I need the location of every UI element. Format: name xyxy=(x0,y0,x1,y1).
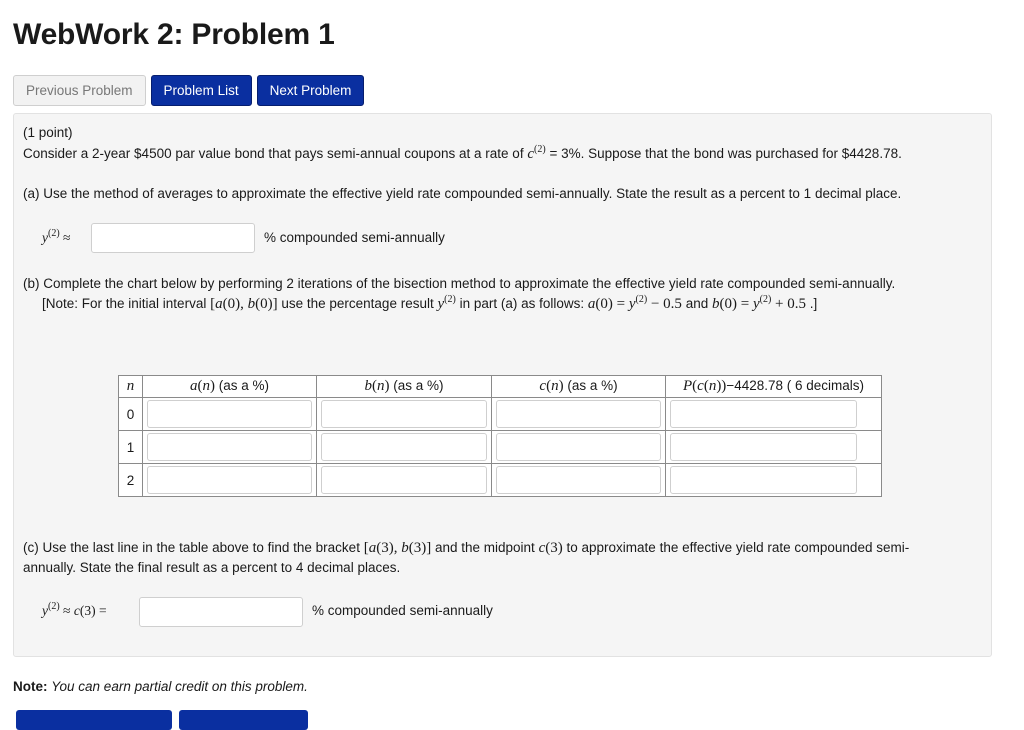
page-title: WebWork 2: Problem 1 xyxy=(13,18,335,51)
partial-credit-note: Note: You can earn partial credit on this problem. xyxy=(13,679,308,694)
row-index: 2 xyxy=(119,464,143,497)
submit-button[interactable] xyxy=(16,710,172,730)
col-n-header: n xyxy=(119,376,143,398)
previous-problem-button[interactable]: Previous Problem xyxy=(13,75,146,106)
c1-input[interactable] xyxy=(496,433,661,461)
p1-input[interactable] xyxy=(670,433,857,461)
col-b-header: b(n) (as a %) xyxy=(317,376,492,398)
part-c-answer-input[interactable] xyxy=(139,597,303,627)
col-c-header: c(n) (as a %) xyxy=(492,376,666,398)
b0-input[interactable] xyxy=(321,400,487,428)
next-problem-button[interactable]: Next Problem xyxy=(257,75,365,106)
p0-input[interactable] xyxy=(670,400,857,428)
part-a-text: (a) Use the method of averages to approximate the effective yield rate compounded semi-annually. State the result as a percent to 1 decimal place. xyxy=(23,186,902,201)
part-b-text-1: (b) Complete the chart below by performing 2 iterations of the bisection method to approximate the effective yield rate compounded semi-annually. xyxy=(23,276,896,291)
b1-input[interactable] xyxy=(321,433,487,461)
problem-body xyxy=(13,113,992,657)
a0-input[interactable] xyxy=(147,400,312,428)
part-a-answer-input[interactable] xyxy=(91,223,255,253)
table-header-row xyxy=(119,376,882,398)
preview-button[interactable] xyxy=(179,710,308,730)
bisection-table xyxy=(118,375,882,497)
table-row xyxy=(119,464,882,497)
col-p-header: P(c(n))−4428.78 ( 6 decimals) xyxy=(666,376,882,398)
col-a-header: a(n) (as a %) xyxy=(143,376,317,398)
problem-list-button[interactable]: Problem List xyxy=(151,75,252,106)
part-b-text-2: [Note: For the initial interval [a(0), b(0)] use the percentage result $y^{(2)}$ in part (a) as follows: $a(0) = y^{(2)} - 0.5$ and $b(0) = y^{(2)} + 0.5$ .] xyxy=(42,294,818,312)
c2-input[interactable] xyxy=(496,466,661,494)
table-row xyxy=(119,431,882,464)
problem-intro: Consider a 2-year $4500 par value bond that pays semi-annual coupons at a rate of $c^{(2)} = 3\%$. Suppose that the bond was purchased for $4428.78. xyxy=(23,144,902,162)
part-c-text-2: annually. State the final result as a percent to 4 decimal places. xyxy=(23,560,401,575)
points-label: (1 point) xyxy=(23,125,73,140)
a1-input[interactable] xyxy=(147,433,312,461)
b2-input[interactable] xyxy=(321,466,487,494)
part-c-units: % compounded semi-annually xyxy=(312,603,493,618)
problem-nav xyxy=(13,75,364,106)
c0-input[interactable] xyxy=(496,400,661,428)
part-a-units: % compounded semi-annually xyxy=(264,230,445,245)
part-a-math-label: $y^{(2)}$ ≈ xyxy=(42,228,71,245)
p2-input[interactable] xyxy=(670,466,857,494)
row-index: 1 xyxy=(119,431,143,464)
table-row xyxy=(119,398,882,431)
part-c-math-label: $y^{(2)} \approx c(3)$ = xyxy=(42,601,107,618)
a2-input[interactable] xyxy=(147,466,312,494)
part-c-text-1: (c) Use the last line in the table above to find the bracket [a(3), b(3)] and the midpoint c(3) to approximate the effective yield rate compounded semi- xyxy=(23,540,910,556)
row-index: 0 xyxy=(119,398,143,431)
